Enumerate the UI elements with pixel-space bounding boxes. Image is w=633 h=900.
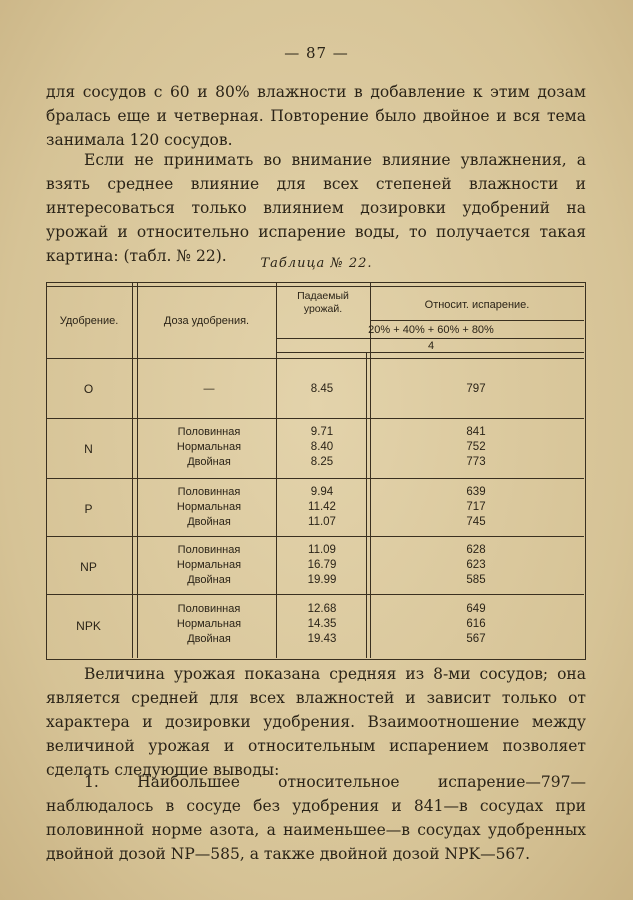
- group-doses-p: Половинная Нормальная Двойная: [176, 486, 242, 528]
- group-doses-np: Половинная Нормальная Двойная: [176, 544, 242, 586]
- data-table: [46, 282, 586, 660]
- group-doses-o: —: [203, 383, 215, 395]
- group-doses-n: Половинная Нормальная Двойная: [176, 426, 242, 468]
- group-doses-npk: Половинная Нормальная Двойная: [176, 603, 242, 645]
- header-divisor: 4: [427, 340, 435, 352]
- group-yields-np: 11.09 16.79 19.99: [307, 544, 337, 586]
- group-evap-npk: 649 616 567: [466, 603, 486, 645]
- group-yields-p: 9.94 11.42 11.07: [308, 486, 336, 528]
- group-evap-o: 797: [466, 383, 486, 395]
- header-humidity: 20% + 40% + 60% + 80%: [368, 324, 494, 336]
- paragraph-3: Величина урожая показана средняя из 8-ми сосудов; она является средней для всех влажностей и зависит только от характера и дозировки удобрения. Взаимоотношение между величиной урожая и относительным испарением позволяет сделать следующие выводы:: [46, 665, 586, 779]
- group-yields-o: 8.45: [310, 383, 334, 395]
- group-label-p: P: [84, 502, 93, 516]
- group-evap-np: 628 623 585: [466, 544, 486, 586]
- group-yields-n: 9.71 8.40 8.25: [310, 426, 334, 468]
- paragraph-4: 1. Наибольшее относительное испарение—797—наблюдалось в сосуде без удобрения и 841—в сосудах при половинной норме азота, а наименьшее—в сосудах удобренных двойной дозой NP—585, а также двойной дозой NPK—567.: [46, 773, 586, 863]
- group-evap-n: 841 752 773: [466, 426, 486, 468]
- paragraph-1: для сосудов с 60 и 80% влажности в добавление к этим дозам бралась еще и четверная. Повторение было двойное и вся тема занимала 120 сосудов.: [46, 83, 586, 149]
- table-caption: Таблица № 22.: [260, 256, 373, 271]
- header-yield: Падаемый урожай.: [297, 290, 349, 315]
- header-fertilizer: Удобрение.: [59, 315, 119, 327]
- header-dose: Доза удобрения.: [163, 315, 250, 327]
- group-label-npk: NPK: [76, 619, 101, 633]
- group-label-n: N: [84, 442, 93, 456]
- paragraph-2: Если не принимать во внимание влияние увлажнения, а взять среднее влияние для всех степеней влажности и интересоваться только влиянием дозировки удобрений на урожай и относительно испарение воды, то получается такая картина: (табл. № 22).: [46, 151, 586, 265]
- group-label-np: NP: [80, 560, 97, 574]
- group-evap-p: 639 717 745: [466, 486, 486, 528]
- group-yields-npk: 12.68 14.35 19.43: [307, 603, 337, 645]
- group-label-o: O: [83, 382, 94, 396]
- page-number: — 87 —: [284, 44, 349, 62]
- header-evaporation: Относит. испарение.: [424, 299, 530, 311]
